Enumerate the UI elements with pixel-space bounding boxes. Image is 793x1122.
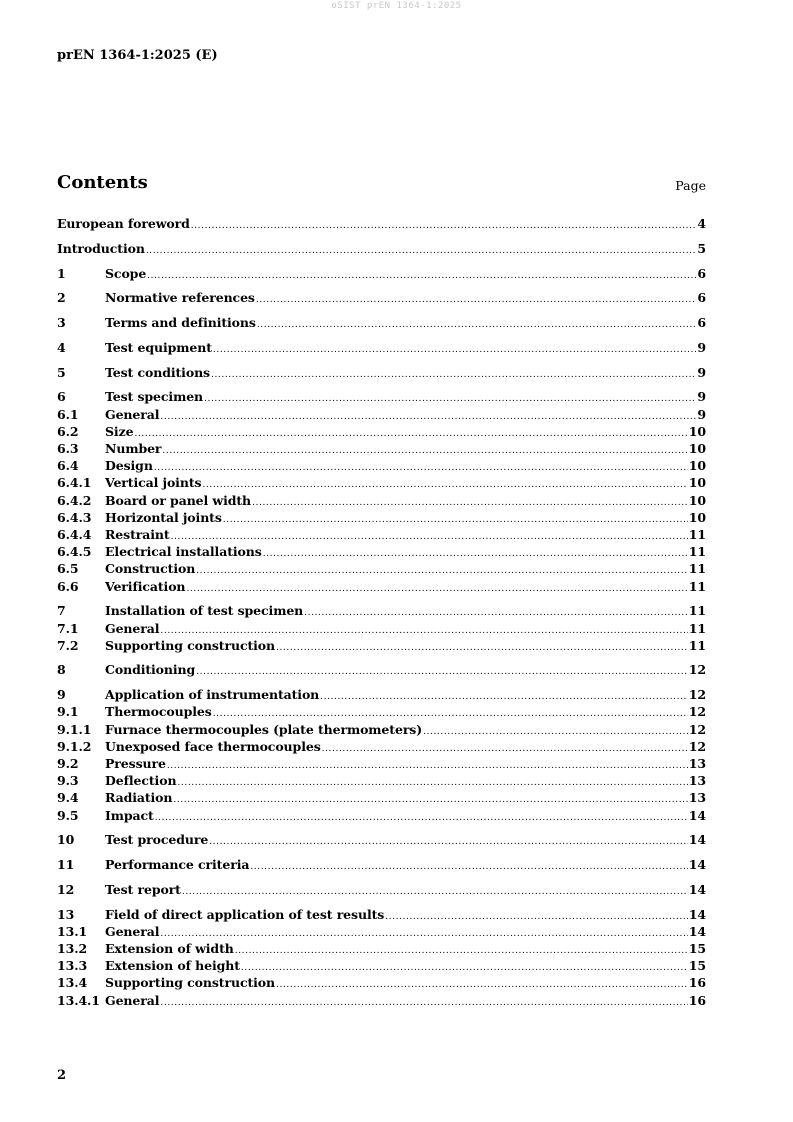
- toc-entry-page: 14: [688, 857, 706, 873]
- toc-entry[interactable]: [57, 923, 706, 940]
- page-number: 2: [57, 1068, 67, 1083]
- toc-entry-title: Size: [105, 423, 134, 439]
- toc-entry[interactable]: [57, 509, 706, 526]
- toc-entry-page: 13: [688, 773, 706, 789]
- dot-leader: [257, 317, 697, 334]
- toc-entry-title: Number: [105, 441, 162, 457]
- dot-leader: [173, 792, 687, 809]
- toc-entry-number: 6.4.4: [57, 526, 92, 542]
- dot-leader: [320, 689, 688, 706]
- toc-entry-page: 9: [697, 339, 706, 355]
- toc-entry-title: Conditioning: [105, 662, 196, 678]
- toc-entry[interactable]: [57, 474, 706, 491]
- toc-entry[interactable]: [57, 560, 706, 577]
- toc-entry-number: 6.4.1: [57, 475, 92, 491]
- dot-leader: [252, 495, 688, 512]
- toc-entry-page: 11: [688, 637, 706, 653]
- toc-entry[interactable]: [57, 992, 706, 1009]
- toc-entry-page: 9: [697, 364, 706, 380]
- toc-entry-title: Test conditions: [105, 364, 210, 380]
- toc-entry[interactable]: [57, 789, 706, 806]
- dot-leader: [134, 426, 687, 443]
- toc-entry-page: 14: [688, 906, 706, 922]
- dot-leader: [155, 810, 688, 827]
- toc-entry[interactable]: [57, 831, 706, 848]
- toc-entry[interactable]: [57, 856, 706, 873]
- toc-entry-page: 6: [697, 265, 706, 281]
- toc-entry-number: 9.1.2: [57, 738, 92, 754]
- toc-entry[interactable]: [57, 721, 706, 738]
- dot-leader: [276, 640, 688, 657]
- toc-entry[interactable]: [57, 423, 706, 440]
- toc-entry-number: 11: [57, 857, 75, 873]
- dot-leader: [213, 342, 696, 359]
- dot-leader: [304, 605, 688, 622]
- dot-leader: [423, 724, 688, 741]
- toc-entry-page: 16: [688, 975, 706, 991]
- toc-entry-number: 8: [57, 662, 66, 678]
- toc-entry-title: Normative references: [105, 290, 255, 306]
- dot-leader: [160, 409, 696, 426]
- toc-entry-title: Introduction: [57, 240, 145, 256]
- dot-leader: [160, 995, 687, 1012]
- toc-entry[interactable]: [57, 406, 706, 423]
- toc-entry[interactable]: [57, 940, 706, 957]
- toc-entry-number: 2: [57, 290, 66, 306]
- dot-leader: [263, 546, 688, 563]
- toc-entry[interactable]: [57, 974, 706, 991]
- toc-entry[interactable]: [57, 703, 706, 720]
- dot-leader: [147, 268, 696, 285]
- dot-leader: [182, 884, 688, 901]
- toc-entry-page: 10: [688, 423, 706, 439]
- toc-entry-number: 13.4: [57, 975, 88, 991]
- toc-entry-page: 15: [688, 941, 706, 957]
- dot-leader: [223, 512, 688, 529]
- dot-leader: [235, 943, 688, 960]
- toc-entry[interactable]: [57, 215, 706, 232]
- toc-entry[interactable]: [57, 526, 706, 543]
- toc-entry-page: 14: [688, 807, 706, 823]
- toc-entry[interactable]: [57, 772, 706, 789]
- dot-leader: [160, 926, 687, 943]
- toc-entry-page: 12: [688, 687, 706, 703]
- toc-entry-number: 13.1: [57, 923, 88, 939]
- dot-leader: [322, 741, 688, 758]
- toc-entry-number: 1: [57, 265, 66, 281]
- toc-entry-page: 13: [688, 790, 706, 806]
- toc-entry-title: Field of direct application of test results: [105, 906, 385, 922]
- toc-entry-title: Vertical joints: [105, 475, 202, 491]
- toc-entry-number: 13.4.1: [57, 992, 100, 1008]
- toc-entry-page: 12: [688, 704, 706, 720]
- toc-entry-page: 12: [688, 662, 706, 678]
- contents-heading: Contents: [57, 172, 148, 193]
- dot-leader: [250, 859, 687, 876]
- toc-entry[interactable]: [57, 738, 706, 755]
- toc-entry-page: 11: [688, 526, 706, 542]
- toc-entry[interactable]: [57, 881, 706, 898]
- toc-entry-page: 10: [688, 458, 706, 474]
- toc-entry-number: 6.4.5: [57, 544, 92, 560]
- toc-entry-page: 9: [697, 389, 706, 405]
- toc-entry-title: Board or panel width: [105, 492, 252, 508]
- toc-entry-number: 9.3: [57, 773, 79, 789]
- dot-leader: [241, 960, 688, 977]
- dot-leader: [276, 977, 688, 994]
- dot-leader: [167, 758, 688, 775]
- toc-entry-page: 11: [688, 544, 706, 560]
- toc-entry-page: 10: [688, 492, 706, 508]
- toc-entry-number: 7.2: [57, 637, 79, 653]
- toc-entry-title: Test procedure: [105, 832, 209, 848]
- toc-entry-title: Supporting construction: [105, 637, 276, 653]
- toc-entry-title: Unexposed face thermocouples: [105, 738, 321, 754]
- toc-entry-page: 10: [688, 441, 706, 457]
- toc-entry-number: 13.3: [57, 958, 88, 974]
- toc-entry-page: 14: [688, 923, 706, 939]
- dot-leader: [211, 367, 696, 384]
- toc-entry-title: Furnace thermocouples (plate thermometers): [105, 721, 423, 737]
- toc-entry-number: 6.4.3: [57, 509, 92, 525]
- toc-entry-number: 10: [57, 832, 75, 848]
- toc-entry-number: 4: [57, 339, 66, 355]
- toc-entry[interactable]: [57, 289, 706, 306]
- toc-entry-page: 15: [688, 958, 706, 974]
- toc-entry-title: Extension of width: [105, 941, 234, 957]
- toc-entry-number: 6.4: [57, 458, 79, 474]
- toc-entry-title: Thermocouples: [105, 704, 212, 720]
- document-identifier: prEN 1364-1:2025 (E): [57, 48, 218, 63]
- toc-entry-number: 9.1: [57, 704, 79, 720]
- toc-entry[interactable]: [57, 661, 706, 678]
- toc-entry[interactable]: [57, 440, 706, 457]
- dot-leader: [146, 243, 697, 260]
- toc-entry[interactable]: [57, 620, 706, 637]
- toc-entry-page: 14: [688, 832, 706, 848]
- toc-entry-title: Radiation: [105, 790, 173, 806]
- dot-leader: [202, 477, 687, 494]
- toc-entry-title: Construction: [105, 561, 196, 577]
- toc-entry[interactable]: [57, 578, 706, 595]
- toc-entry-title: Test report: [105, 881, 181, 897]
- toc-entry-number: 6: [57, 389, 66, 405]
- dot-leader: [385, 909, 688, 926]
- dot-leader: [209, 834, 688, 851]
- toc-entry-title: Verification: [105, 578, 186, 594]
- toc-entry-title: Performance criteria: [105, 857, 250, 873]
- toc-entry-page: 11: [688, 620, 706, 636]
- toc-entry[interactable]: [57, 957, 706, 974]
- toc-entry-title: Application of instrumentation: [105, 687, 320, 703]
- toc-entry-title: Test equipment: [105, 339, 212, 355]
- toc-entry[interactable]: [57, 457, 706, 474]
- toc-entry[interactable]: [57, 364, 706, 381]
- dot-leader: [204, 391, 696, 408]
- toc-entry-title: Horizontal joints: [105, 509, 222, 525]
- toc-entry-title: Installation of test specimen: [105, 603, 304, 619]
- toc-entry[interactable]: [57, 492, 706, 509]
- toc-entry-page: 10: [688, 475, 706, 491]
- dot-leader: [196, 664, 688, 681]
- toc-entry-number: 6.2: [57, 423, 79, 439]
- toc-entry-number: 6.1: [57, 406, 79, 422]
- toc-entry-number: 12: [57, 881, 75, 897]
- toc-entry-title: General: [105, 620, 160, 636]
- toc-entry-page: 11: [688, 578, 706, 594]
- toc-entry[interactable]: [57, 686, 706, 703]
- toc-entry-title: Supporting construction: [105, 975, 276, 991]
- dot-leader: [256, 292, 697, 309]
- table-of-contents: [57, 215, 706, 1009]
- toc-entry-title: Extension of height: [105, 958, 240, 974]
- toc-entry-number: 5: [57, 364, 66, 380]
- toc-entry-number: 3: [57, 315, 66, 331]
- toc-entry-page: 6: [697, 290, 706, 306]
- toc-entry-page: 10: [688, 509, 706, 525]
- dot-leader: [196, 563, 688, 580]
- toc-entry-page: 9: [697, 406, 706, 422]
- dot-leader: [177, 775, 687, 792]
- toc-entry[interactable]: [57, 314, 706, 331]
- dot-leader: [162, 443, 687, 460]
- toc-entry-page: 4: [697, 216, 706, 231]
- toc-entry-number: 9.1.1: [57, 721, 92, 737]
- dot-leader: [191, 218, 697, 235]
- watermark: oSIST prEN 1364-1:2025: [331, 1, 462, 11]
- toc-entry-page: 13: [688, 756, 706, 771]
- toc-entry-title: Restraint: [105, 526, 170, 542]
- dot-leader: [154, 460, 688, 477]
- toc-entry-page: 6: [697, 315, 706, 331]
- dot-leader: [186, 581, 687, 598]
- toc-entry-number: 7: [57, 603, 66, 619]
- toc-entry-page: 16: [688, 992, 706, 1008]
- toc-entry[interactable]: [57, 339, 706, 356]
- toc-entry-title: Design: [105, 458, 153, 474]
- toc-entry[interactable]: [57, 240, 706, 257]
- toc-entry[interactable]: [57, 755, 706, 772]
- toc-entry-title: General: [105, 992, 160, 1008]
- toc-entry-title: General: [105, 406, 160, 422]
- toc-entry[interactable]: [57, 388, 706, 405]
- toc-entry-page: 14: [688, 881, 706, 897]
- toc-entry-number: 7.1: [57, 620, 79, 636]
- toc-entry-title: European foreword: [57, 216, 190, 231]
- toc-entry-page: 5: [697, 240, 706, 256]
- toc-entry[interactable]: [57, 807, 706, 824]
- toc-entry-title: Electrical installations: [105, 544, 262, 560]
- toc-entry[interactable]: [57, 906, 706, 923]
- toc-entry-number: 6.3: [57, 441, 79, 457]
- page-column-label: Page: [675, 178, 706, 193]
- toc-entry-title: General: [105, 923, 160, 939]
- toc-entry-number: 6.5: [57, 561, 79, 577]
- toc-entry-number: 6.6: [57, 578, 79, 594]
- toc-entry-title: Test specimen: [105, 389, 204, 405]
- toc-entry-title: Terms and definitions: [105, 315, 256, 331]
- toc-entry[interactable]: [57, 602, 706, 619]
- toc-entry-title: Scope: [105, 265, 147, 281]
- toc-entry-number: 6.4.2: [57, 492, 92, 508]
- toc-entry[interactable]: [57, 265, 706, 282]
- toc-entry-number: 13.2: [57, 941, 88, 957]
- toc-entry-title: Impact: [105, 807, 154, 823]
- toc-entry-title: Deflection: [105, 773, 177, 789]
- toc-entry-page: 12: [688, 738, 706, 754]
- toc-entry[interactable]: [57, 543, 706, 560]
- toc-entry-title: Pressure: [105, 756, 166, 771]
- toc-entry-number: 9.5: [57, 807, 79, 823]
- toc-entry-number: 9.2: [57, 756, 79, 771]
- toc-entry-page: 11: [688, 561, 706, 577]
- toc-entry[interactable]: [57, 637, 706, 654]
- toc-entry-page: 12: [688, 721, 706, 737]
- toc-entry-page: 11: [688, 603, 706, 619]
- toc-entry-number: 9.4: [57, 790, 79, 806]
- toc-entry-number: 9: [57, 687, 66, 703]
- toc-entry-number: 13: [57, 906, 75, 922]
